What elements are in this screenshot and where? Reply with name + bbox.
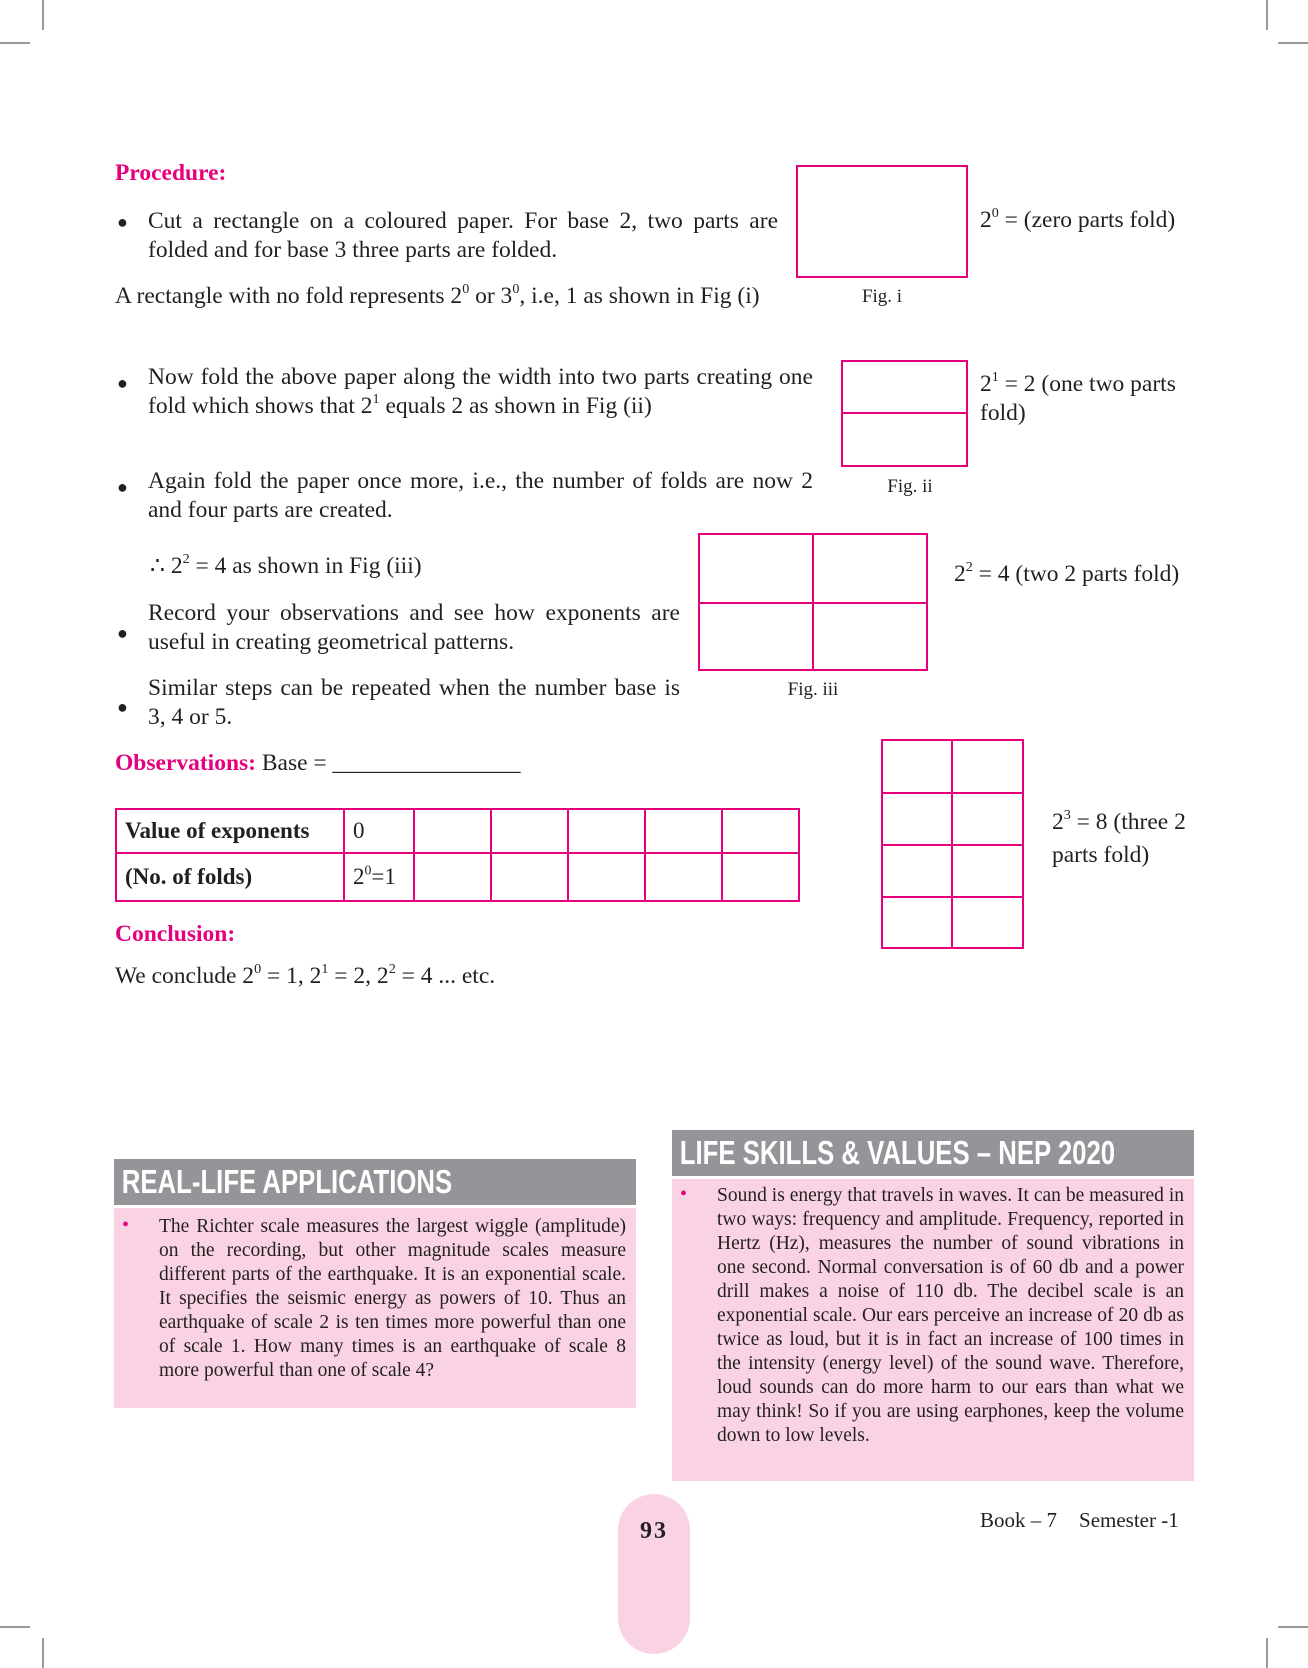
figure-2-label: Fig. ii: [887, 476, 933, 497]
table-cell: [414, 809, 491, 853]
bullet-icon: ●: [117, 477, 128, 497]
row-header: Value of exponents: [116, 809, 344, 853]
procedure-step-3: Again fold the paper once more, i.e., the number of folds are now 2 and four parts are created.: [148, 468, 813, 523]
fold-line: [883, 896, 1022, 898]
semester-label: Semester -1: [1079, 1508, 1179, 1532]
table-cell: [568, 809, 645, 853]
figure-3-label: Fig. iii: [787, 679, 839, 700]
real-life-title: REAL-LIFE APPLICATIONS: [121, 1163, 453, 1200]
figure-2-rectangle: [841, 360, 968, 467]
table-cell: 0: [344, 809, 414, 853]
fold-line: [883, 792, 1022, 794]
bullet-icon: ●: [117, 212, 128, 232]
conclusion-heading: Conclusion:: [115, 921, 236, 947]
crop-mark: [42, 1638, 44, 1668]
crop-mark: [42, 0, 44, 30]
crop-mark: [0, 1626, 30, 1628]
bullet-icon: •: [122, 1214, 130, 1236]
table-cell: [722, 809, 799, 853]
base-blank: Base = ________________: [256, 750, 521, 776]
procedure-paragraph: A rectangle with no fold represents $2^0$ or $3^0$, i.e, 1 as shown in Fig (i): [115, 281, 760, 309]
figure-3-rectangle: [698, 533, 928, 671]
procedure-step-5: Similar steps can be repeated when the number base is 3, 4 or 5.: [148, 675, 680, 730]
table-cell: [414, 853, 491, 901]
figure-2-caption: $2^1 = 2$ (one two parts fold): [980, 369, 1176, 426]
table-cell: [722, 853, 799, 901]
table-row: [116, 853, 799, 901]
therefore-statement: ∴ $2^2 = 4$ as shown in Fig (iii): [150, 551, 422, 579]
table-cell: [645, 853, 722, 901]
table-cell: [645, 809, 722, 853]
crop-mark: [1278, 1626, 1308, 1628]
figure-1-caption: $2^0$ = (zero parts fold): [980, 205, 1176, 233]
table-cell: [491, 853, 568, 901]
bullet-icon: ●: [117, 623, 128, 643]
real-life-box: [114, 1208, 636, 1408]
book-info: [980, 1508, 1179, 1533]
table-cell: $2^0=1$: [344, 853, 414, 901]
page-number: 93: [640, 1518, 668, 1544]
bullet-icon: •: [680, 1183, 688, 1205]
crop-mark: [1266, 1638, 1268, 1668]
row-header: (No. of folds): [116, 853, 344, 901]
observations-table: [115, 808, 800, 902]
figure-4-caption: $2^3 = 8$ (three 2 parts fold): [1052, 807, 1186, 868]
table-row: [116, 809, 799, 853]
fold-line: [843, 412, 966, 414]
bullet-icon: ●: [117, 697, 128, 717]
figure-4-rectangle: [881, 739, 1024, 949]
crop-mark: [1266, 0, 1268, 30]
life-skills-box: [672, 1179, 1194, 1481]
crop-mark: [0, 42, 30, 44]
life-skills-text: Sound is energy that travels in waves. It can be measured in two ways: frequency and amplitude. Frequency, reported in Hertz (Hz), measures the number of sound vibrations in one second. Normal conversation is of 60 db and a power drill makes a noise of 110 db. The decibel scale is an exponential scale. Our ears perceive an increase of 20 db as twice as loud, but it is in fact an increase of 100 times in the intensity (energy level) of the sound wave. Therefore, loud sounds can do more harm to our ears than what we may think! So if you are using earphones, keep the volume down to low levels.: [717, 1185, 1184, 1446]
crop-mark: [1278, 42, 1308, 44]
figure-1-rectangle: [796, 165, 968, 278]
fold-line: [700, 602, 926, 604]
life-skills-header: [672, 1130, 1194, 1176]
figure-3-caption: $2^2 = 4$ (two 2 parts fold): [954, 559, 1180, 587]
procedure-step-2: Now fold the above paper along the width into two parts creating one fold which shows that $2^1$ equals 2 as shown in Fig (ii): [148, 364, 813, 419]
table-cell: [568, 853, 645, 901]
observations-line: [115, 749, 521, 778]
book-label: Book – 7: [980, 1508, 1058, 1532]
table-cell: [491, 809, 568, 853]
page-number-tab: [618, 1494, 690, 1654]
observations-heading: Observations:: [115, 750, 256, 776]
bullet-icon: ●: [117, 373, 128, 393]
procedure-step-1: Cut a rectangle on a coloured paper. For base 2, two parts are folded and for base 3 three parts are folded.: [148, 208, 778, 263]
figure-1-label: Fig. i: [861, 286, 903, 307]
procedure-heading: Procedure:: [115, 160, 227, 186]
life-skills-title: LIFE SKILLS & VALUES – NEP 2020: [679, 1134, 1116, 1171]
conclusion-text: We conclude $2^0 = 1$, $2^1 = 2$, $2^2 = 4$ ... etc.: [115, 961, 496, 989]
fold-line: [883, 844, 1022, 846]
real-life-header: [114, 1159, 636, 1205]
procedure-step-4: Record your observations and see how exponents are useful in creating geometrical patterns.: [148, 600, 680, 655]
real-life-text: The Richter scale measures the largest wiggle (amplitude) on the recording, but other magnitude scales measure different parts of the earthquake. It is an exponential scale. It specifies the seismic energy as powers of 10. Thus an earthquake of scale 2 is ten times more powerful than one of scale 1. How many times is an earthquake of scale 8 more powerful than one of scale 4?: [159, 1216, 626, 1381]
